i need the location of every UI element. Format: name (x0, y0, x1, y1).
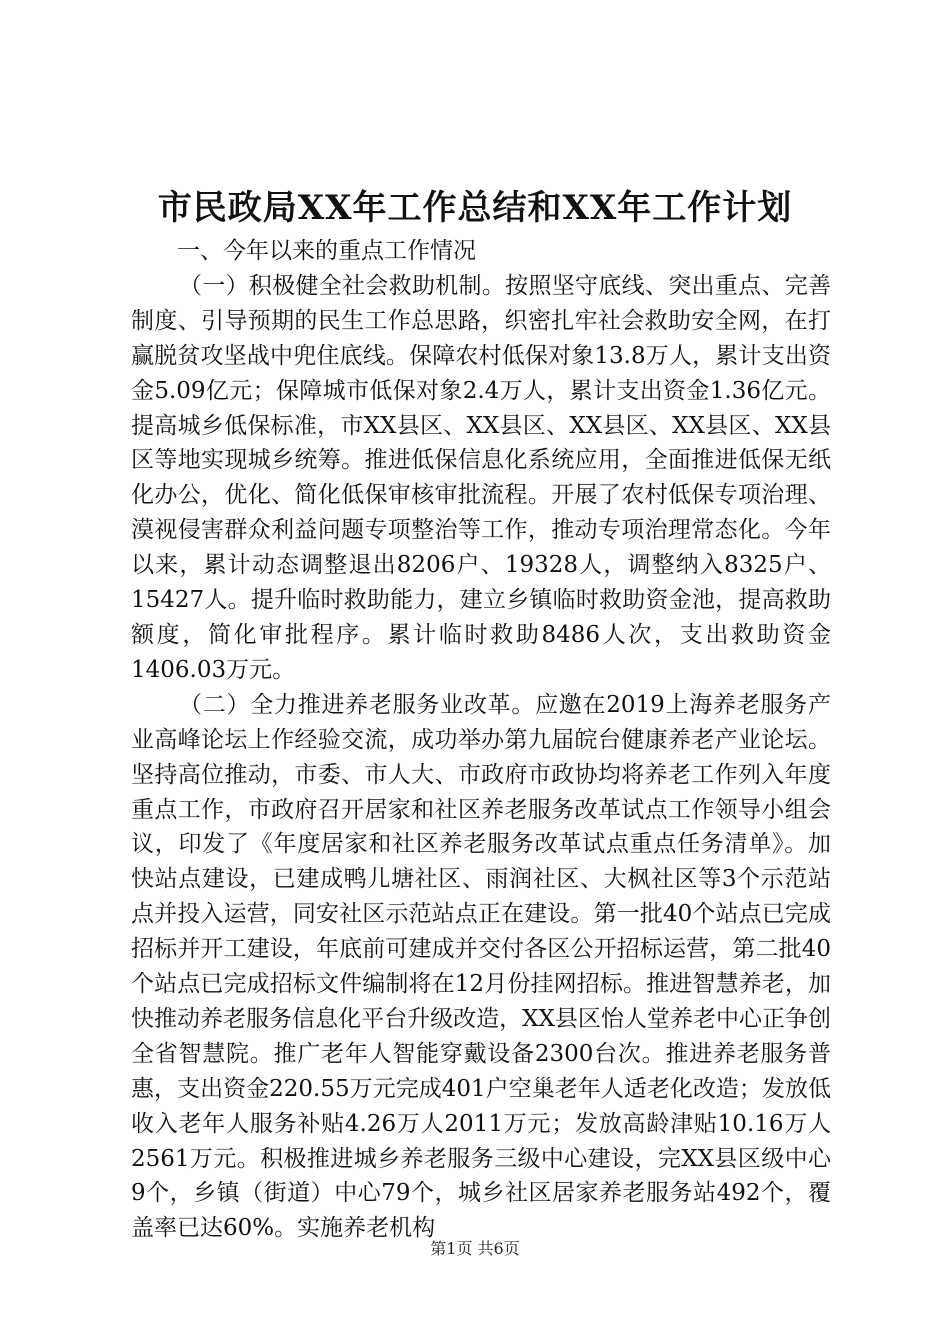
paragraph-elderly-care-reform: （二）全力推进养老服务业改革。应邀在2019上海养老服务产业高峰论坛上作经验交流，成功举办第九届皖台健康养老产业论坛。坚持高位推动，市委、市人大、市政府市政协均将养老工作列入年度重点工作，市政府召开居家和社区养老服务改革试点工作领导小组会议，印发了《年度居家和社区养老服务改革试点重点任务清单》。加快站点建设，已建成鸭儿塘社区、雨润社区、大枫社区等3个示范站点并投入运营，同安社区示范站点正在建设。第一批40个站点已完成招标并开工建设，年底前可建成并交付各区公开招标运营，第二批40个站点已完成招标文件编制将在12月份挂网招标。推进智慧养老，加快推动养老服务信息化平台升级改造，XX县区怡人堂养老中心正争创全省智慧院。推广老年人智能穿戴设备2300台次。推进养老服务普惠，支出资金220.55万元完成401户空巢老年人适老化改造；发放低收入老年人服务补贴4.26万人2011万元；发放高龄津贴10.16万人2561万元。积极推进城乡养老服务三级中心建设，完XX县区级中心9个，乡镇（街道）中心79个，城乡社区居家养老服务站492个，覆盖率已达60%。实施养老机构 (131, 691, 831, 1242)
paragraph-social-assistance: （一）积极健全社会救助机制。按照坚守底线、突出重点、完善制度、引导预期的民生工作总思路，织密扎牢社会救助安全网，在打赢脱贫攻坚战中兜住底线。保障农村低保对象13.8万人，累计支出资金5.09亿元；保障城市低保对象2.4万人，累计支出资金1.36亿元。提高城乡低保标准，市XX县区、XX县区、XX县区、XX县区、XX县区等地实现城乡统筹。推进低保信息化系统应用，全面推进低保无纸化办公，优化、简化低保审核审批流程。开展了农村低保专项治理、漠视侵害群众利益问题专项整治等工作，推动专项治理常态化。今年以来，累计动态调整退出8206户、19328人，调整纳入8325户、15427人。提升临时救助能力，建立乡镇临时救助资金池，提高救助额度，简化审批程序。累计临时救助8486人次，支出救助资金1406.03万元。 (131, 272, 831, 683)
document-body (131, 234, 831, 1246)
page-footer: 第1页 共6页 (430, 1239, 520, 1258)
section-heading: 一、今年以来的重点工作情况 (177, 238, 476, 264)
document-title: 市民政局XX年工作总结和XX年工作计划 (157, 188, 793, 228)
